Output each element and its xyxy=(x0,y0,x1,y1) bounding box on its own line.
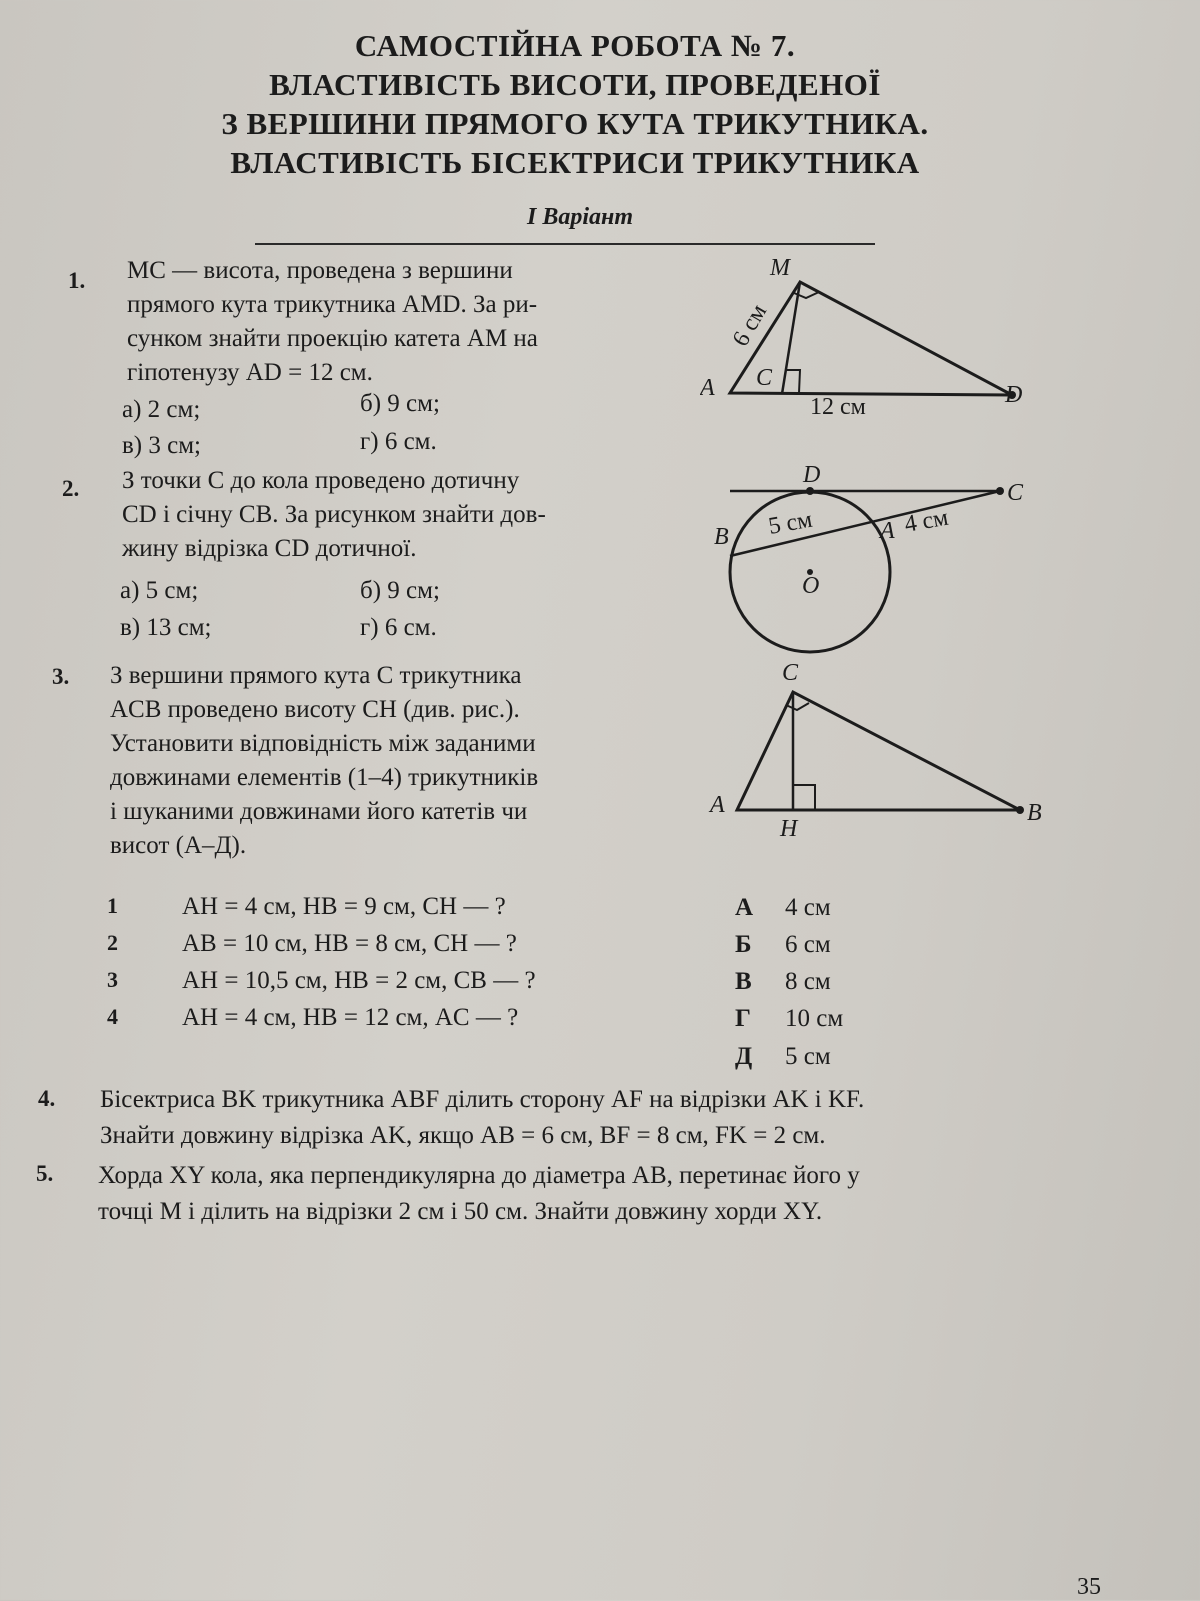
q1-label-base: 12 см xyxy=(810,394,866,420)
q1-label-d: D xyxy=(1005,382,1023,408)
q1-option-a: а) 2 см; xyxy=(122,396,201,423)
q3-row-condition: AH = 10,5 см, HB = 2 см, CB — ? xyxy=(182,967,536,994)
q3-answer-key: А xyxy=(735,894,754,921)
q1-option-v: в) 3 см; xyxy=(122,432,201,459)
q1-line: МС — висота, проведена з вершини xyxy=(127,257,513,284)
page-number: 35 xyxy=(1077,1574,1101,1600)
q3-answer-value: 10 см xyxy=(785,1005,844,1032)
q1-option-g: г) 6 см. xyxy=(360,428,437,455)
q3-triangle-acb xyxy=(737,692,1020,810)
q1-label-c: C xyxy=(756,365,773,391)
q3-answer-key: Г xyxy=(735,1005,751,1032)
q2-label-d: D xyxy=(803,462,821,488)
q2-label-c: C xyxy=(1007,480,1024,506)
q2-line: З точки C до кола проведено дотичну xyxy=(122,467,520,494)
q4-line: Знайти довжину відрізка AK, якщо AB = 6 см, BF = 8 см, FK = 2 см. xyxy=(100,1122,826,1149)
q4-line: Бісектриса BK трикутника ABF ділить сторону AF на відрізки AK і KF. xyxy=(100,1086,865,1113)
q3-answer xyxy=(735,894,831,922)
q1-line: сунком знайти проекцію катета AM на xyxy=(127,325,538,352)
variant-heading: I Варіант xyxy=(526,204,633,230)
q5-text xyxy=(98,1158,1118,1230)
q5-number: 5. xyxy=(36,1161,54,1186)
q1-option-b: б) 9 см; xyxy=(360,390,440,417)
q3-point-b xyxy=(1016,806,1024,814)
q3-row-condition: AH = 4 см, HB = 12 см, AC — ? xyxy=(182,1004,519,1031)
q2-label-b: B xyxy=(714,524,729,550)
q3-line: З вершини прямого кута C трикутника xyxy=(110,662,522,689)
q3-row-number: 2 xyxy=(107,930,118,955)
q2-line: CD і січну CB. За рисунком знайти дов- xyxy=(122,501,546,528)
q3-label-a: A xyxy=(710,792,725,818)
q5-line: Хорда XY кола, яка перпендикулярна до діаметра AB, перетинає його у xyxy=(98,1162,860,1189)
q3-answer xyxy=(735,968,831,996)
q3-right-angle-h xyxy=(793,785,815,810)
q1-label-side: 6 см xyxy=(727,300,773,351)
q3-answer xyxy=(735,1043,831,1071)
q3-row-number: 3 xyxy=(107,967,118,992)
q3-row-condition: AB = 10 см, HB = 8 см, CH — ? xyxy=(182,930,517,957)
q3-label-c: C xyxy=(782,660,799,686)
q2-figure-circle xyxy=(700,460,1040,660)
q1-triangle-amd xyxy=(727,282,1012,395)
q2-label-seg1: 5 см xyxy=(766,506,815,540)
q3-label-h: H xyxy=(780,816,798,842)
q2-point-d xyxy=(806,487,814,495)
q3-line: Установити відповідність між заданими xyxy=(110,730,536,757)
q1-label-m: M xyxy=(770,255,790,281)
q2-point-c xyxy=(996,487,1004,495)
q3-line: і шуканими довжинами його катетів чи xyxy=(110,798,528,825)
q3-label-b: B xyxy=(1027,800,1042,826)
q3-answer-key: В xyxy=(735,968,752,995)
q5-line: точці M і ділить на відрізки 2 см і 50 см. Знайти довжину хорди XY. xyxy=(98,1198,823,1225)
q4-text xyxy=(100,1082,1110,1154)
q1-number: 1. xyxy=(68,268,86,293)
q3-number: 3. xyxy=(52,664,70,689)
q2-text xyxy=(122,464,667,566)
q3-answer-value: 5 см xyxy=(785,1043,831,1070)
q3-figure-triangle xyxy=(700,655,1060,845)
title-line-1: САМОСТІЙНА РОБОТА № 7. xyxy=(354,28,796,63)
q2-option-g: г) 6 см. xyxy=(360,614,437,641)
q3-answer-key: Б xyxy=(735,931,752,958)
q3-line: висот (А–Д). xyxy=(110,832,247,859)
q3-row-number: 1 xyxy=(107,893,118,918)
q1-text xyxy=(127,254,667,390)
q3-row-number: 4 xyxy=(107,1004,118,1029)
q3-row-condition: AH = 4 см, HB = 9 см, CH — ? xyxy=(182,893,506,920)
variant-divider xyxy=(255,243,875,245)
q3-answer-key: Д xyxy=(735,1043,753,1070)
q2-label-seg2: 4 см xyxy=(902,504,951,538)
title-line-4: ВЛАСТИВІСТЬ БІСЕКТРИСИ ТРИКУТНИКА xyxy=(230,145,920,180)
q3-line: довжинами елементів (1–4) трикутників xyxy=(110,764,539,791)
q2-number: 2. xyxy=(62,476,80,501)
q4-number: 4. xyxy=(38,1086,56,1111)
q2-option-b: б) 9 см; xyxy=(360,577,440,604)
q1-figure-triangle xyxy=(700,250,1060,430)
q2-option-a: а) 5 см; xyxy=(120,577,199,604)
title-line-2: ВЛАСТИВІСТЬ ВИСОТИ, ПРОВЕДЕНОЇ xyxy=(269,67,881,102)
q3-right-angle-c xyxy=(786,703,809,710)
q3-answer xyxy=(735,931,831,959)
q1-line: прямого кута трикутника AMD. За ри- xyxy=(127,291,538,318)
q3-answer-value: 4 см xyxy=(785,894,831,921)
q2-line: жину відрізка CD дотичної. xyxy=(122,535,417,562)
q3-answer-value: 6 см xyxy=(785,931,831,958)
q2-label-a: A xyxy=(880,518,895,544)
q1-right-angle-c xyxy=(786,370,800,393)
q2-option-v: в) 13 см; xyxy=(120,614,212,641)
q3-line: ACB проведено висоту CH (див. рис.). xyxy=(110,696,520,723)
q1-line: гіпотенузу AD = 12 см. xyxy=(127,359,373,386)
q1-label-a: A xyxy=(700,375,715,401)
q3-answer-value: 8 см xyxy=(785,968,831,995)
q3-text xyxy=(110,659,665,863)
q3-answer xyxy=(735,1005,843,1033)
q2-label-o: O xyxy=(802,573,820,599)
title-line-3: З ВЕРШИНИ ПРЯМОГО КУТА ТРИКУТНИКА. xyxy=(221,106,929,141)
